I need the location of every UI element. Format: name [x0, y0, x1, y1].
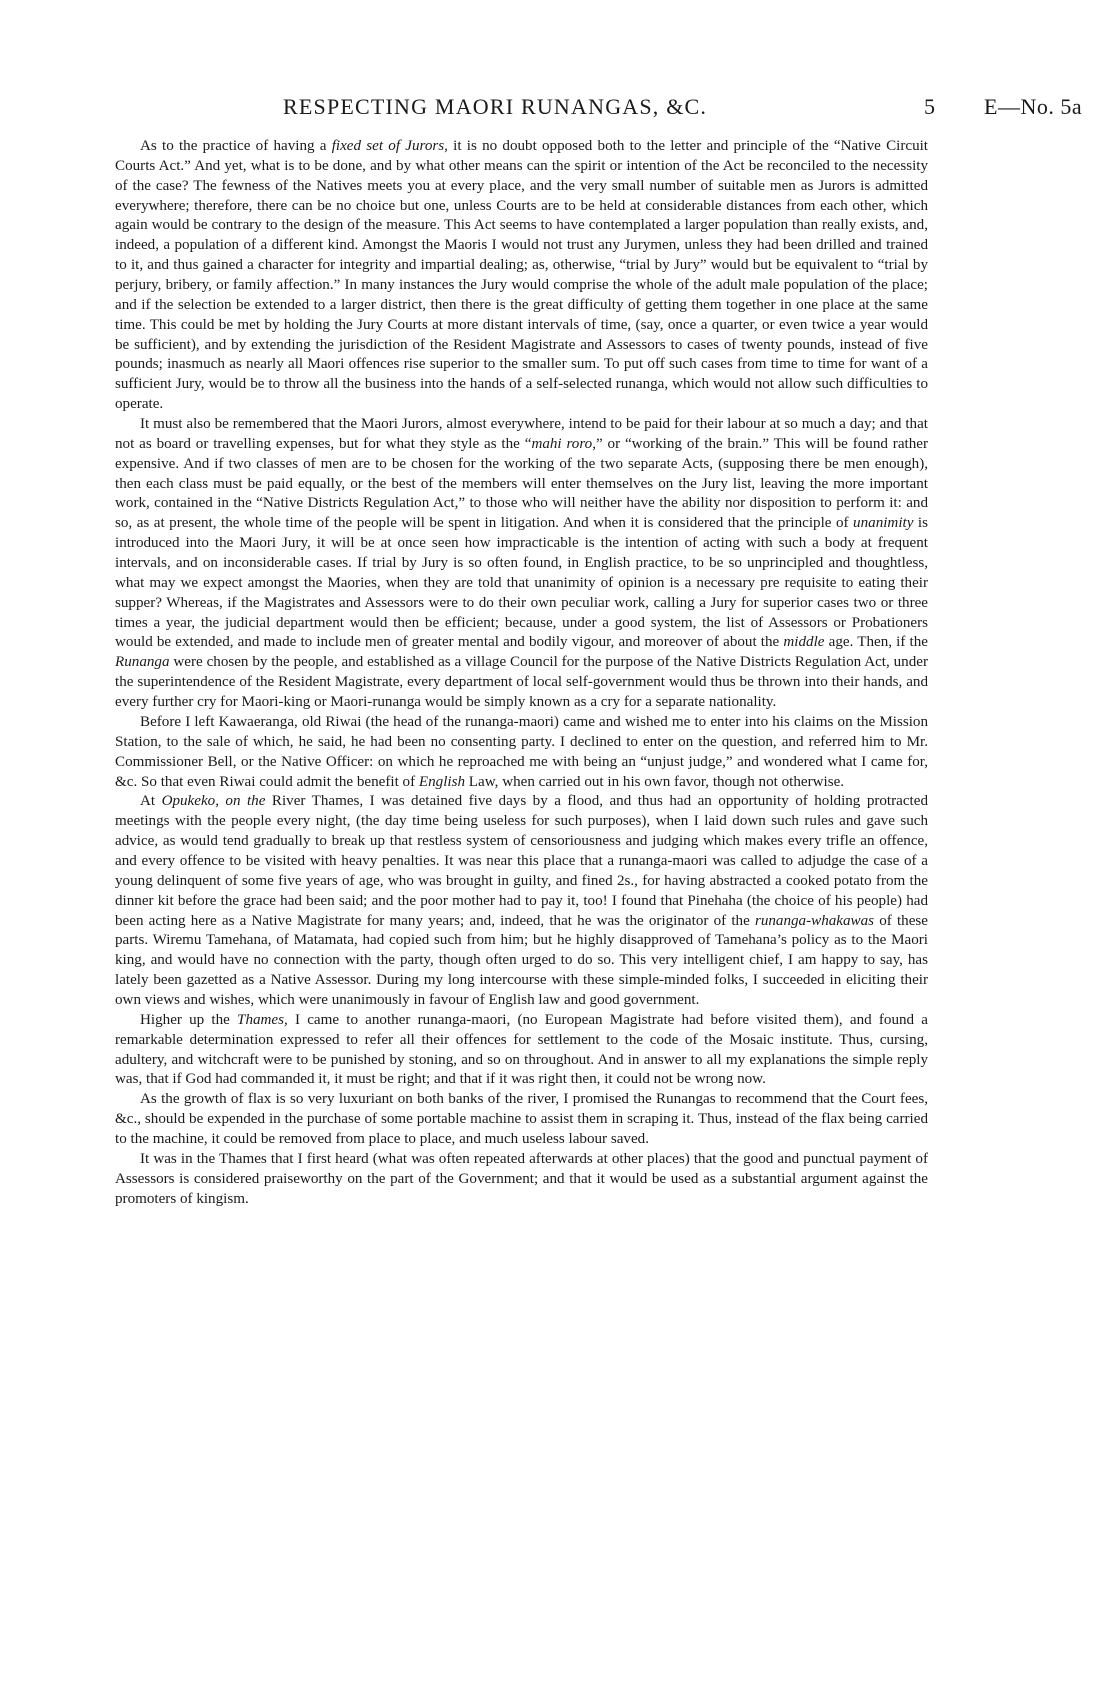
page-header [0, 94, 1114, 124]
italic-text: runanga-whakawas [754, 912, 875, 929]
paragraph: Before I left Kawaeranga, old Riwai (the head of the runanga-maori) came and wished me to enter into his claims on the Mission Station, to the sale of which, he said, he had been no consenting party. I declined to enter on the question, and referred him to Mr. Commissioner Bell, or the Native Officer: on which he reproached me with being an “unjust judge,” and wondered what I came for, &c. So that even Riwai could admit the benefit of English Law, when carried out in his own favor, though not otherwise. [115, 713, 928, 790]
paragraph: It must also be remembered that the Maori Jurors, almost everywhere, intend to be paid for their labour at so much a day; and that not as board or travelling expenses, but for what they style as the “mahi roro,” or “working of the brain.” This will be found rather expensive. And if two classes of men are to be chosen for the working of the two separate Acts, (supposing there be men enough), then each class must be paid equally, or the best of the members will enter themselves on the Jury list, leaving the more important work, contained in the “Native Districts Regulation Act,” to those who will neither have the ability nor disposition to perform it: and so, as at present, the whole time of the people will be spent in litigation. And when it is considered that the principle of unanimity is introduced into the Maori Jury, it will be at once seen how impracticable is the intention of acting with such a body at frequent intervals, and on inconsiderable cases. If trial by Jury is so often found, in English practice, to be so unprincipled and thoughtless, what may we expect amongst the Maories, when they are told that unanimity of opinion is a necessary pre requisite to eating their supper? Whereas, if the Magistrates and Assessors were to do their own peculiar work, calling a Jury for superior cases two or three times a year, the judicial department would then be efficient; because, under a good system, the list of Assessors or Probationers would be extended, and made to include men of greater mental and bodily vigour, and moreover of about the middle age. Then, if the Runanga were chosen by the people, and established as a village Council for the purpose of the Native Districts Regulation Act, under the superintendence of the Resident Magistrate, every department of local self-government would thus be thrown into their hands, and every further cry for Maori-king or Maori-runanga would be simply known as a cry for a separate nationality. [115, 416, 928, 711]
italic-text: Opukeko, on the [161, 793, 266, 810]
italic-text: unanimity [853, 515, 914, 532]
italic-text: fixed set of Jurors, [331, 138, 448, 154]
running-title: RESPECTING MAORI RUNANGAS, &C. [283, 94, 708, 119]
italic-text: Runanga [115, 654, 170, 671]
italic-text: mahi roro, [531, 435, 596, 452]
page-number: 5 [924, 94, 935, 119]
paper-reference: E—No. 5a [984, 94, 1083, 119]
italic-text: Thames, [237, 1011, 288, 1028]
paragraph: As the growth of flax is so very luxuriant on both banks of the river, I promised the Runangas to recommend that the Court fees, &c., should be expended in the purchase of some portable machine to assist them in scraping it. Thus, instead of the flax being carried to the machine, it could be removed from place to place, and much useless labour saved. [115, 1091, 928, 1147]
paragraph: At Opukeko, on the River Thames, I was detained five days by a flood, and thus had an opportunity of holding protracted meetings with the people every night, (the day time being useless for such purposes), when I laid down such rules and gave such advice, as would tend gradually to break up that restless system of censoriousness and judging which makes every trifle an offence, and every offence to be visited with heavy penalties. It was near this place that a runanga-maori was called to adjudge the case of a young delinquent of some five years of age, who was brought in guilty, and fined 2s., for having abstracted a cooked potato from the dinner kit before the grace had been said; and the poor mother had to pay it, too! I found that Pinehaha (the choice of his people) had been acting here as a Native Magistrate for many years; and, indeed, that he was the originator of the runanga-whakawas of these parts. Wiremu Tamehana, of Matamata, had copied such from him; but he highly disapproved of Tamehana’s policy as to the Maori king, and would have no connection with the party, though often urged to do so. This very intelligent chief, I am happy to say, has lately been gazetted as a Native Assessor. During my long intercourse with these simple-minded folks, I succeeded in eliciting their own views and wishes, which were unanimously in favour of English law and good government. [115, 793, 928, 1008]
body-text [115, 137, 928, 1209]
paragraph: Higher up the Thames, I came to another runanga-maori, (no European Magistrate had before visited them), and found a remarkable determination expressed to refer all their offences for settlement to the code of the Mosaic institute. Thus, cursing, adultery, and witchcraft were to be punished by stoning, and so on throughout. And in answer to all my explanations the simple reply was, that if God had commanded it, it must be right; and that if it was right then, it could not be wrong now. [115, 1011, 928, 1088]
paragraph: It was in the Thames that I first heard (what was often repeated afterwards at other places) that the good and punctual payment of Assessors is considered praiseworthy on the part of the Government; and that it would be used as a substantial argument against the promoters of kingism. [115, 1150, 928, 1207]
italic-text: middle [783, 634, 825, 651]
italic-text: English [418, 773, 466, 790]
paragraph: As to the practice of having a fixed set of Jurors, it is no doubt opposed both to the letter and principle of the “Native Circuit Courts Act.” And yet, what is to be done, and by what other means can the spirit or intention of the Act be reconciled to the necessity of the case? The fewness of the Natives meets you at every place, and the very small number of suitable men as Jurors is admitted everywhere; therefore, there can be no choice but one, unless Courts are to be held at considerable distances from each other, which again would be contrary to the design of the measure. This Act seems to have contemplated a larger population than really exists, and, indeed, a population of a different kind. Amongst the Maoris I would not trust any Jurymen, unless they had been drilled and trained to it, and thus gained a character for integrity and impartial dealing; as, otherwise, “trial by Jury” would but be equivalent to “trial by perjury, bribery, or family affection.” In many instances the Jury would comprise the whole of the adult male population of the place; and if the selection be extended to a larger district, then there is the great difficulty of getting them together in one place at the same time. This could be met by holding the Jury Courts at more distant intervals of time, (say, once a quarter, or even twice a year would be sufficient), and by extending the jurisdiction of the Resident Magistrate and Assessors to cases of twenty pounds, instead of five pounds; inasmuch as nearly all Maori offences rise superior to the smaller sum. To put off such cases from time to time for want of a sufficient Jury, would be to throw all the business into the hands of a self-selected runanga, which would not allow such difficulties to operate. [115, 138, 928, 413]
